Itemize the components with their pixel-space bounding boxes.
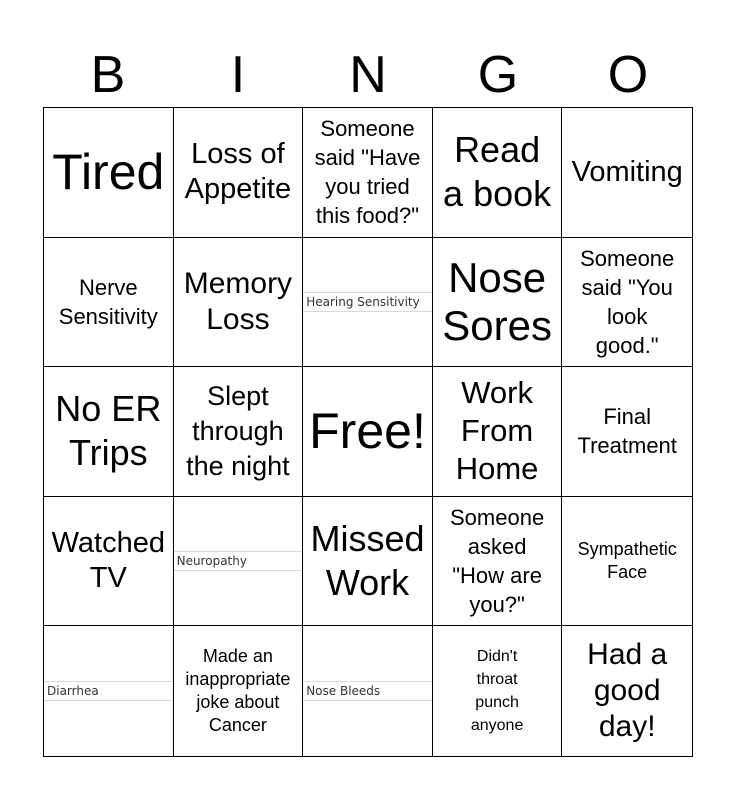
cell-text: Slept through the night [186, 380, 290, 481]
header-letter-i: I [230, 46, 246, 104]
header-letter-n: N [349, 46, 387, 104]
bingo-cell-work-from-home [433, 367, 563, 497]
bingo-header [43, 42, 693, 108]
bingo-cell-nose-sores [433, 238, 563, 368]
bingo-cell-had-a-good-day [562, 626, 692, 756]
cell-text: Watched TV [51, 527, 165, 595]
bingo-cell-sympathetic-face [562, 497, 692, 627]
bingo-cell-inappropriate-joke [174, 626, 304, 756]
bingo-cell-slept-through-the-night [174, 367, 304, 497]
bingo-cell-nose-bleeds [303, 626, 433, 756]
bingo-cell-neuropathy [174, 497, 304, 627]
pasted-text-image: Diarrhea [44, 681, 173, 701]
bingo-cell-memory-loss [174, 238, 304, 368]
bingo-cell-free-space [303, 367, 433, 497]
cell-text: No ER Trips [55, 388, 162, 474]
cell-text: Tired [52, 144, 165, 201]
cell-text: Vomiting [571, 155, 683, 188]
cell-text: Loss of Appetite [184, 138, 292, 206]
bingo-cell-you-look-good [562, 238, 692, 368]
free-space-text: Free! [309, 403, 426, 460]
cell-text: Made an inappropriate joke about Cancer [185, 646, 291, 736]
header-letter-g: G [477, 46, 519, 104]
pasted-text-image: Neuropathy [174, 551, 303, 571]
pasted-text-image: Hearing Sensitivity [303, 292, 432, 312]
bingo-board [43, 107, 693, 757]
cell-text: Nerve Sensitivity [58, 274, 158, 329]
cell-text: Sympathetic Face [577, 539, 677, 583]
header-letter-o: O [607, 46, 649, 104]
cell-text: Had a good day! [587, 638, 668, 744]
cell-text: Missed Work [310, 518, 425, 604]
bingo-cell-hearing-sensitivity [303, 238, 433, 368]
bingo-cell-no-throat-punch [433, 626, 563, 756]
bingo-cell-tired [44, 108, 174, 238]
header-letter-b: B [90, 46, 126, 104]
pasted-text-image: Nose Bleeds [303, 681, 432, 701]
bingo-cell-loss-of-appetite [174, 108, 304, 238]
bingo-cell-missed-work [303, 497, 433, 627]
cell-text: Someone asked "How are you?" [450, 505, 545, 618]
cell-text: Someone said "You look good." [580, 245, 675, 358]
bingo-cell-watched-tv [44, 497, 174, 627]
cell-text: Final Treatment [577, 404, 677, 459]
cell-text: Didn't throat punch anyone [470, 648, 524, 735]
bingo-cell-no-er-trips [44, 367, 174, 497]
bingo-cell-tried-this-food [303, 108, 433, 238]
cell-text: Someone said "Have you tried this food?" [314, 116, 421, 229]
bingo-cell-final-treatment [562, 367, 692, 497]
cell-text: Work From Home [455, 375, 539, 487]
bingo-cell-vomiting [562, 108, 692, 238]
bingo-cell-diarrhea [44, 626, 174, 756]
bingo-cell-read-a-book [433, 108, 563, 238]
cell-text: Memory Loss [183, 266, 293, 336]
bingo-cell-how-are-you [433, 497, 563, 627]
cell-text: Read a book [443, 129, 552, 215]
cell-text: Nose Sores [442, 253, 552, 349]
bingo-cell-nerve-sensitivity [44, 238, 174, 368]
